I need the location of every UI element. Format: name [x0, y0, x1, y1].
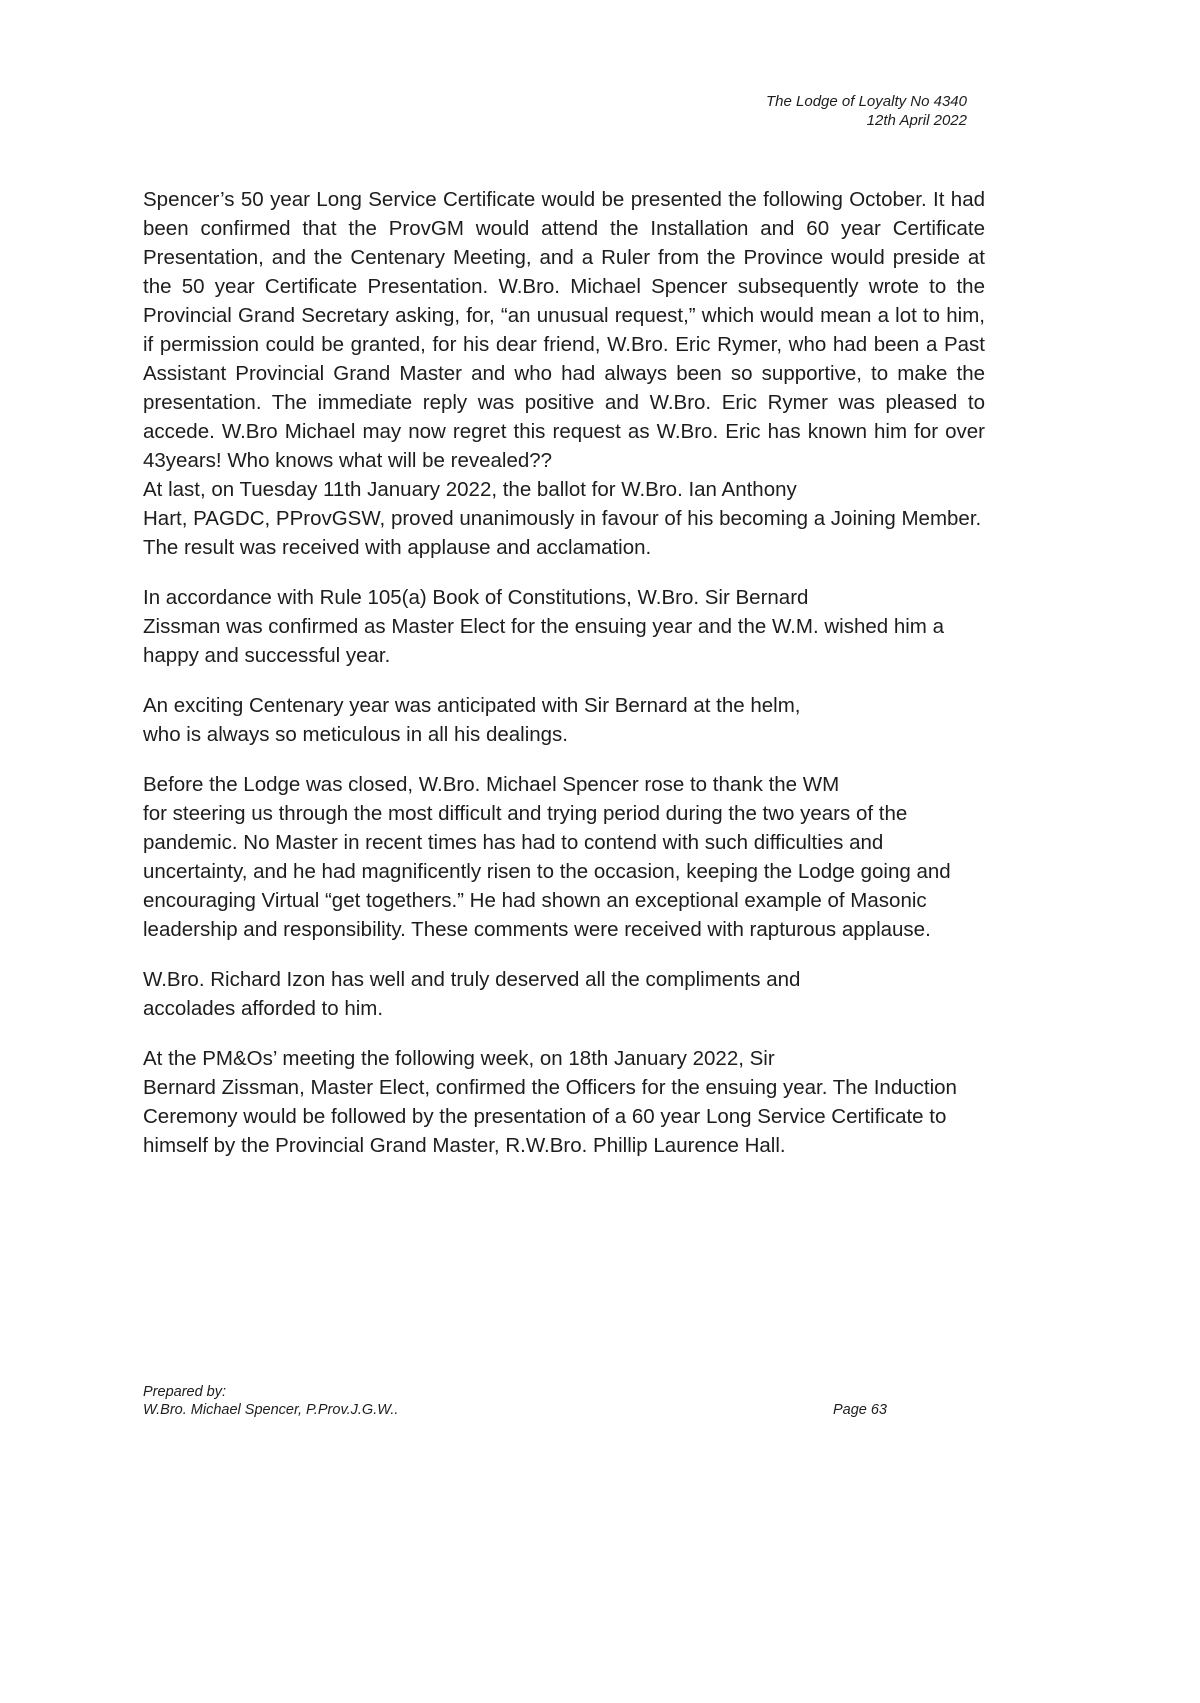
document-header [143, 92, 967, 130]
paragraph-body: for steering us through the most difficult and trying period during the two years of the pandemic. No Master in recent times has had to contend with such difficulties and uncertainty, and he had magnificently risen to the occasion, keeping the Lodge going and encouraging Virtual “get togethers.” He had shown an exceptional example of Masonic leadership and responsibility. These comments were received with rapturous applause. [143, 802, 951, 941]
paragraph-body: Bernard Zissman, Master Elect, confirmed the Officers for the ensuing year. The Induction Ceremony would be followed by the presentation of a 60 year Long Service Certificate to himself by the Provincial Grand Master, R.W.Bro. Phillip Laurence Hall. [143, 1076, 957, 1157]
paragraph-body: Hart, PAGDC, PProvGSW, proved unanimously in favour of his becoming a Joining Member. The result was received with applause and acclamation. [143, 507, 982, 559]
paragraph-body: Zissman was confirmed as Master Elect for the ensuing year and the W.M. wished him a happy and successful year. [143, 615, 944, 667]
document-footer [143, 1383, 985, 1419]
paragraph-lead: Before the Lodge was closed, W.Bro. Michael Spencer rose to thank the WM [143, 773, 840, 796]
header-date: 12th April 2022 [866, 112, 967, 129]
paragraph-body: accolades afforded to him. [143, 997, 384, 1020]
page-number: Page 63 [832, 1402, 887, 1418]
paragraph-ballot-hart [143, 475, 985, 562]
paragraph-thanks-wm [143, 770, 985, 944]
paragraph-lead: At the PM&Os’ meeting the following week, on 18th January 2022, Sir [143, 1047, 775, 1070]
paragraph-richard-izon [143, 965, 985, 1023]
paragraph-body: who is always so meticulous in all his dealings. [143, 723, 569, 746]
paragraph-lead: At last, on Tuesday 11th January 2022, the ballot for W.Bro. Ian Anthony [143, 478, 797, 501]
paragraph-centenary-year [143, 691, 985, 749]
paragraph-lead: An exciting Centenary year was anticipated with Sir Bernard at the helm, [143, 694, 801, 717]
paragraph-lead: W.Bro. Richard Izon has well and truly deserved all the compliments and [143, 968, 801, 991]
paragraph-certificates: Spencer’s 50 year Long Service Certificate would be presented the following October. It had been confirmed that the ProvGM would attend the Installation and 60 year Certificate Presentation, and the Centenary Meeting, and a Ruler from the Province would preside at the 50 year Certificate Presentation. W.Bro. Michael Spencer subsequently wrote to the Provincial Grand Secretary asking, for, “an unusual request,” which would mean a lot to him, if permission could be granted, for his dear friend, W.Bro. Eric Rymer, who had been a Past Assistant Provincial Grand Master and who had always been so supportive, to make the presentation. The immediate reply was positive and W.Bro. Eric Rymer was pleased to accede. W.Bro Michael may now regret this request as W.Bro. Eric has known him for over 43years! Who knows what will be revealed?? [143, 188, 985, 472]
header-lodge-name: The Lodge of Loyalty No 4340 [766, 93, 967, 110]
prepared-by-name: W.Bro. Michael Spencer, P.Prov.J.G.W.. [143, 1402, 399, 1418]
paragraph-lead: In accordance with Rule 105(a) Book of Constitutions, W.Bro. Sir Bernard [143, 586, 809, 609]
prepared-by-label: Prepared by: [143, 1384, 227, 1400]
paragraph-master-elect [143, 583, 985, 670]
paragraph-pmos-meeting [143, 1044, 985, 1160]
document-body [143, 185, 985, 1181]
